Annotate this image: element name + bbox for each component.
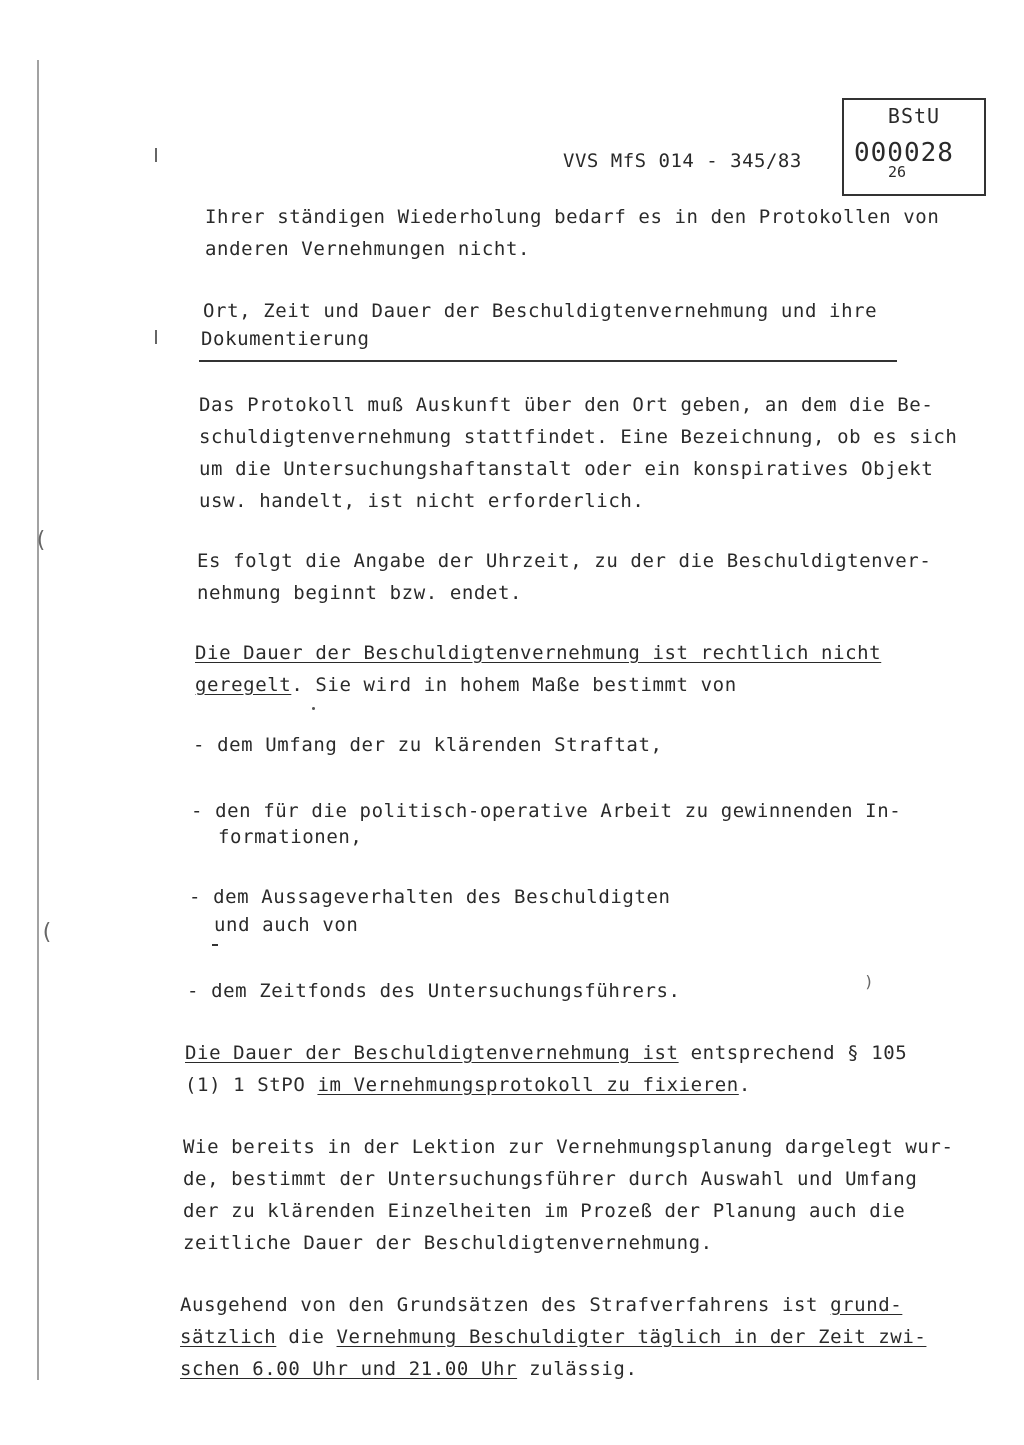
text-line xyxy=(185,1040,907,1066)
section-heading: Dokumentierung xyxy=(201,328,370,350)
heading-underline xyxy=(199,360,897,362)
margin-tick xyxy=(155,148,157,162)
text-span: Ausgehend von den Grundsätzen des Strafverfahrens ist xyxy=(180,1294,831,1316)
text-line: Ihrer ständigen Wiederholung bedarf es in den Protokollen von xyxy=(205,206,940,228)
text-line: anderen Vernehmungen nicht. xyxy=(205,238,531,260)
text-line xyxy=(195,672,737,698)
text-line: Wie bereits in der Lektion zur Vernehmungsplanung dargelegt wur- xyxy=(183,1136,954,1158)
text-span: . Sie wird in hohem Maße bestimmt von xyxy=(291,674,737,696)
text-line: usw. handelt, ist nicht erforderlich. xyxy=(199,490,645,512)
text-span: (1) 1 StPO xyxy=(185,1074,318,1096)
bullet-item: - dem Aussageverhalten des Beschuldigten xyxy=(189,886,671,908)
text-span: . xyxy=(738,1074,751,1096)
underlined-text: Vernehmung Beschuldigter täglich in der Zeit zwi- xyxy=(336,1326,927,1348)
text-line xyxy=(180,1356,637,1382)
stamp-title: BStU xyxy=(887,104,941,128)
bullet-item: - den für die politisch-operative Arbeit zu gewinnenden In- xyxy=(191,800,902,822)
margin-mark: ( xyxy=(40,920,54,945)
section-heading: Ort, Zeit und Dauer der Beschuldigtenvernehmung und ihre xyxy=(203,300,878,322)
underlined-text: Die Dauer der Beschuldigtenvernehmung ist xyxy=(185,1042,679,1064)
stamp-page-number: 26 xyxy=(888,163,907,181)
text-line: Das Protokoll muß Auskunft über den Ort geben, an dem die Be- xyxy=(199,394,934,416)
stray-mark xyxy=(212,944,218,946)
text-line: schuldigtenvernehmung stattfindet. Eine Bezeichnung, ob es sich xyxy=(199,426,958,448)
text-line xyxy=(185,1072,751,1098)
margin-tick xyxy=(155,330,157,344)
bullet-item: - dem Umfang der zu klärenden Straftat, xyxy=(193,734,663,756)
stray-mark xyxy=(312,707,315,710)
text-line: um die Untersuchungshaftanstalt oder ein konspiratives Objekt xyxy=(199,458,934,480)
text-line: nehmung beginnt bzw. endet. xyxy=(197,582,523,604)
document-reference: VVS MfS 014 - 345/83 xyxy=(563,150,802,172)
text-span: die xyxy=(276,1326,337,1348)
underlined-text: im Vernehmungsprotokoll zu fixieren xyxy=(317,1074,739,1096)
underlined-text: sätzlich xyxy=(180,1326,277,1348)
bullet-item: - dem Zeitfonds des Untersuchungsführers. xyxy=(187,980,681,1002)
archive-stamp xyxy=(842,98,986,196)
text-line: der zu klärenden Einzelheiten im Prozeß der Planung auch die xyxy=(183,1200,906,1222)
text-line xyxy=(180,1324,926,1350)
underlined-text: Die Dauer der Beschuldigtenvernehmung ist rechtlich nicht xyxy=(195,642,882,664)
underlined-text: schen 6.00 Uhr und 21.00 Uhr xyxy=(180,1358,518,1380)
stamp-number: 000028 xyxy=(854,138,954,168)
underlined-text: grund- xyxy=(830,1294,903,1316)
text-line: und auch von xyxy=(214,914,359,936)
text-span: entsprechend § 105 xyxy=(678,1042,908,1064)
underlined-text: geregelt xyxy=(195,674,292,696)
text-line: de, bestimmt der Untersuchungsführer durch Auswahl und Umfang xyxy=(183,1168,918,1190)
text-line: formationen, xyxy=(218,826,363,848)
text-line: Es folgt die Angabe der Uhrzeit, zu der die Beschuldigtenver- xyxy=(197,550,932,572)
left-margin-line xyxy=(37,60,39,1380)
text-line xyxy=(180,1292,902,1318)
text-line: zeitliche Dauer der Beschuldigtenvernehmung. xyxy=(183,1232,713,1254)
margin-mark: ) xyxy=(864,972,874,991)
text-span: zulässig. xyxy=(517,1358,638,1380)
margin-mark: ( xyxy=(34,528,48,553)
